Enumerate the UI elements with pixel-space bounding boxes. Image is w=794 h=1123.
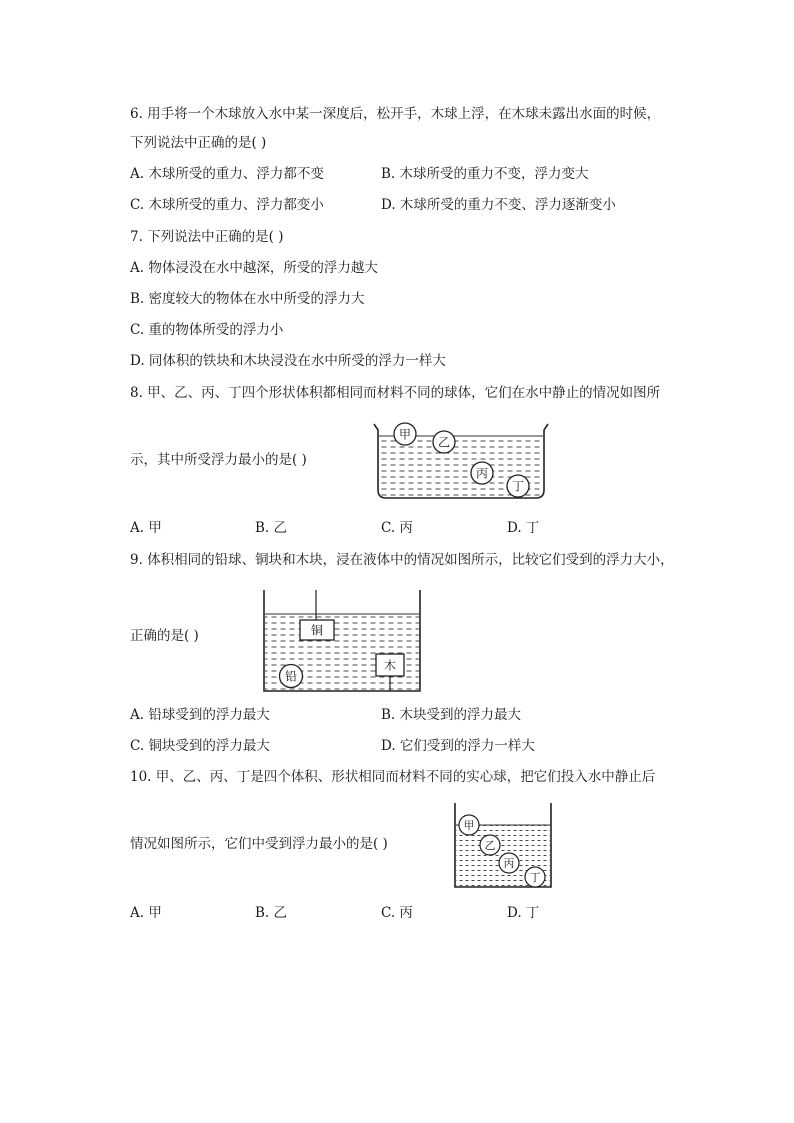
- q6-stem-line2: 下列说法中正确的是( ): [130, 135, 267, 151]
- q10-option-a[interactable]: A. 甲: [130, 905, 162, 921]
- q9-option-c[interactable]: C. 铜块受到的浮力最大: [130, 738, 270, 754]
- svg-text:铜: 铜: [310, 623, 324, 638]
- q10-stem-line1: 10. 甲、乙、丙、丁是四个体积、形状相同而材料不同的实心球，把它们投入水中静止后: [130, 769, 656, 785]
- svg-text:甲: 甲: [463, 819, 475, 832]
- svg-text:乙: 乙: [484, 839, 496, 852]
- svg-text:丁: 丁: [511, 479, 525, 494]
- q9-wood-block: [376, 654, 404, 676]
- q8-ball-ding: [507, 475, 529, 497]
- q8-stem-line1: 8. 甲、乙、丙、丁四个形状体积都相同而材料不同的球体，它们在水中静止的情况如图所: [130, 385, 661, 401]
- svg-text:甲: 甲: [398, 427, 412, 442]
- q7-stem: 7. 下列说法中正确的是( ): [130, 229, 284, 245]
- q10-option-d[interactable]: D. 丁: [507, 905, 540, 921]
- q8-option-a[interactable]: A. 甲: [130, 520, 162, 536]
- q9-container-figure: [262, 590, 422, 694]
- q6-option-a[interactable]: A. 木球所受的重力、浮力都不变: [130, 166, 324, 182]
- q10-beaker-figure: [453, 803, 553, 889]
- svg-text:丙: 丙: [475, 466, 489, 481]
- q9-stem-line2: 正确的是( ): [130, 628, 199, 644]
- q10-option-c[interactable]: C. 丙: [381, 905, 413, 921]
- q10-ball-ding: [525, 867, 545, 887]
- q8-ball-jia: [394, 423, 416, 445]
- q8-ball-bing: [471, 462, 493, 484]
- svg-text:铅: 铅: [284, 669, 298, 684]
- q8-ball-yi: [433, 431, 455, 453]
- q7-option-d[interactable]: D. 同体积的铁块和木块浸没在水中所受的浮力一样大: [130, 353, 446, 369]
- q9-copper-block: [300, 620, 334, 640]
- q9-option-a[interactable]: A. 铅球受到的浮力最大: [130, 707, 270, 723]
- q9-lead-ball: [280, 665, 303, 688]
- q9-option-d[interactable]: D. 它们受到的浮力一样大: [381, 738, 535, 754]
- q9-stem-line1: 9. 体积相同的铅球、铜块和木块，浸在液体中的情况如图所示，比较它们受到的浮力大小，: [130, 552, 674, 568]
- q10-ball-jia: [459, 815, 479, 835]
- q10-option-b[interactable]: B. 乙: [255, 905, 288, 921]
- svg-text:丙: 丙: [503, 857, 515, 870]
- q6-stem-line1: 6. 用手将一个木球放入水中某一深度后，松开手，木球上浮，在木球未露出水面的时候，: [130, 106, 661, 122]
- q6-option-c[interactable]: C. 木球所受的重力、浮力都变小: [130, 197, 324, 213]
- q8-option-c[interactable]: C. 丙: [381, 520, 413, 536]
- q7-option-c[interactable]: C. 重的物体所受的浮力小: [130, 322, 284, 338]
- q7-option-b[interactable]: B. 密度较大的物体在水中所受的浮力大: [130, 291, 365, 307]
- q6-option-b[interactable]: B. 木球所受的重力不变，浮力变大: [381, 166, 589, 182]
- q10-ball-yi: [480, 835, 500, 855]
- svg-text:乙: 乙: [437, 435, 451, 450]
- q8-option-b[interactable]: B. 乙: [255, 520, 288, 536]
- q8-option-d[interactable]: D. 丁: [507, 520, 540, 536]
- q8-stem-line2: 示，其中所受浮力最小的是( ): [130, 452, 307, 468]
- svg-text:木: 木: [383, 658, 397, 673]
- q9-option-b[interactable]: B. 木块受到的浮力最大: [381, 707, 522, 723]
- q6-option-d[interactable]: D. 木球所受的重力不变、浮力逐渐变小: [381, 197, 616, 213]
- svg-text:丁: 丁: [529, 871, 541, 884]
- q10-ball-bing: [499, 853, 519, 873]
- q7-option-a[interactable]: A. 物体浸没在水中越深，所受的浮力越大: [130, 260, 378, 276]
- q10-stem-line2: 情况如图所示，它们中受到浮力最小的是( ): [130, 836, 388, 852]
- q8-beaker-figure: [372, 420, 550, 502]
